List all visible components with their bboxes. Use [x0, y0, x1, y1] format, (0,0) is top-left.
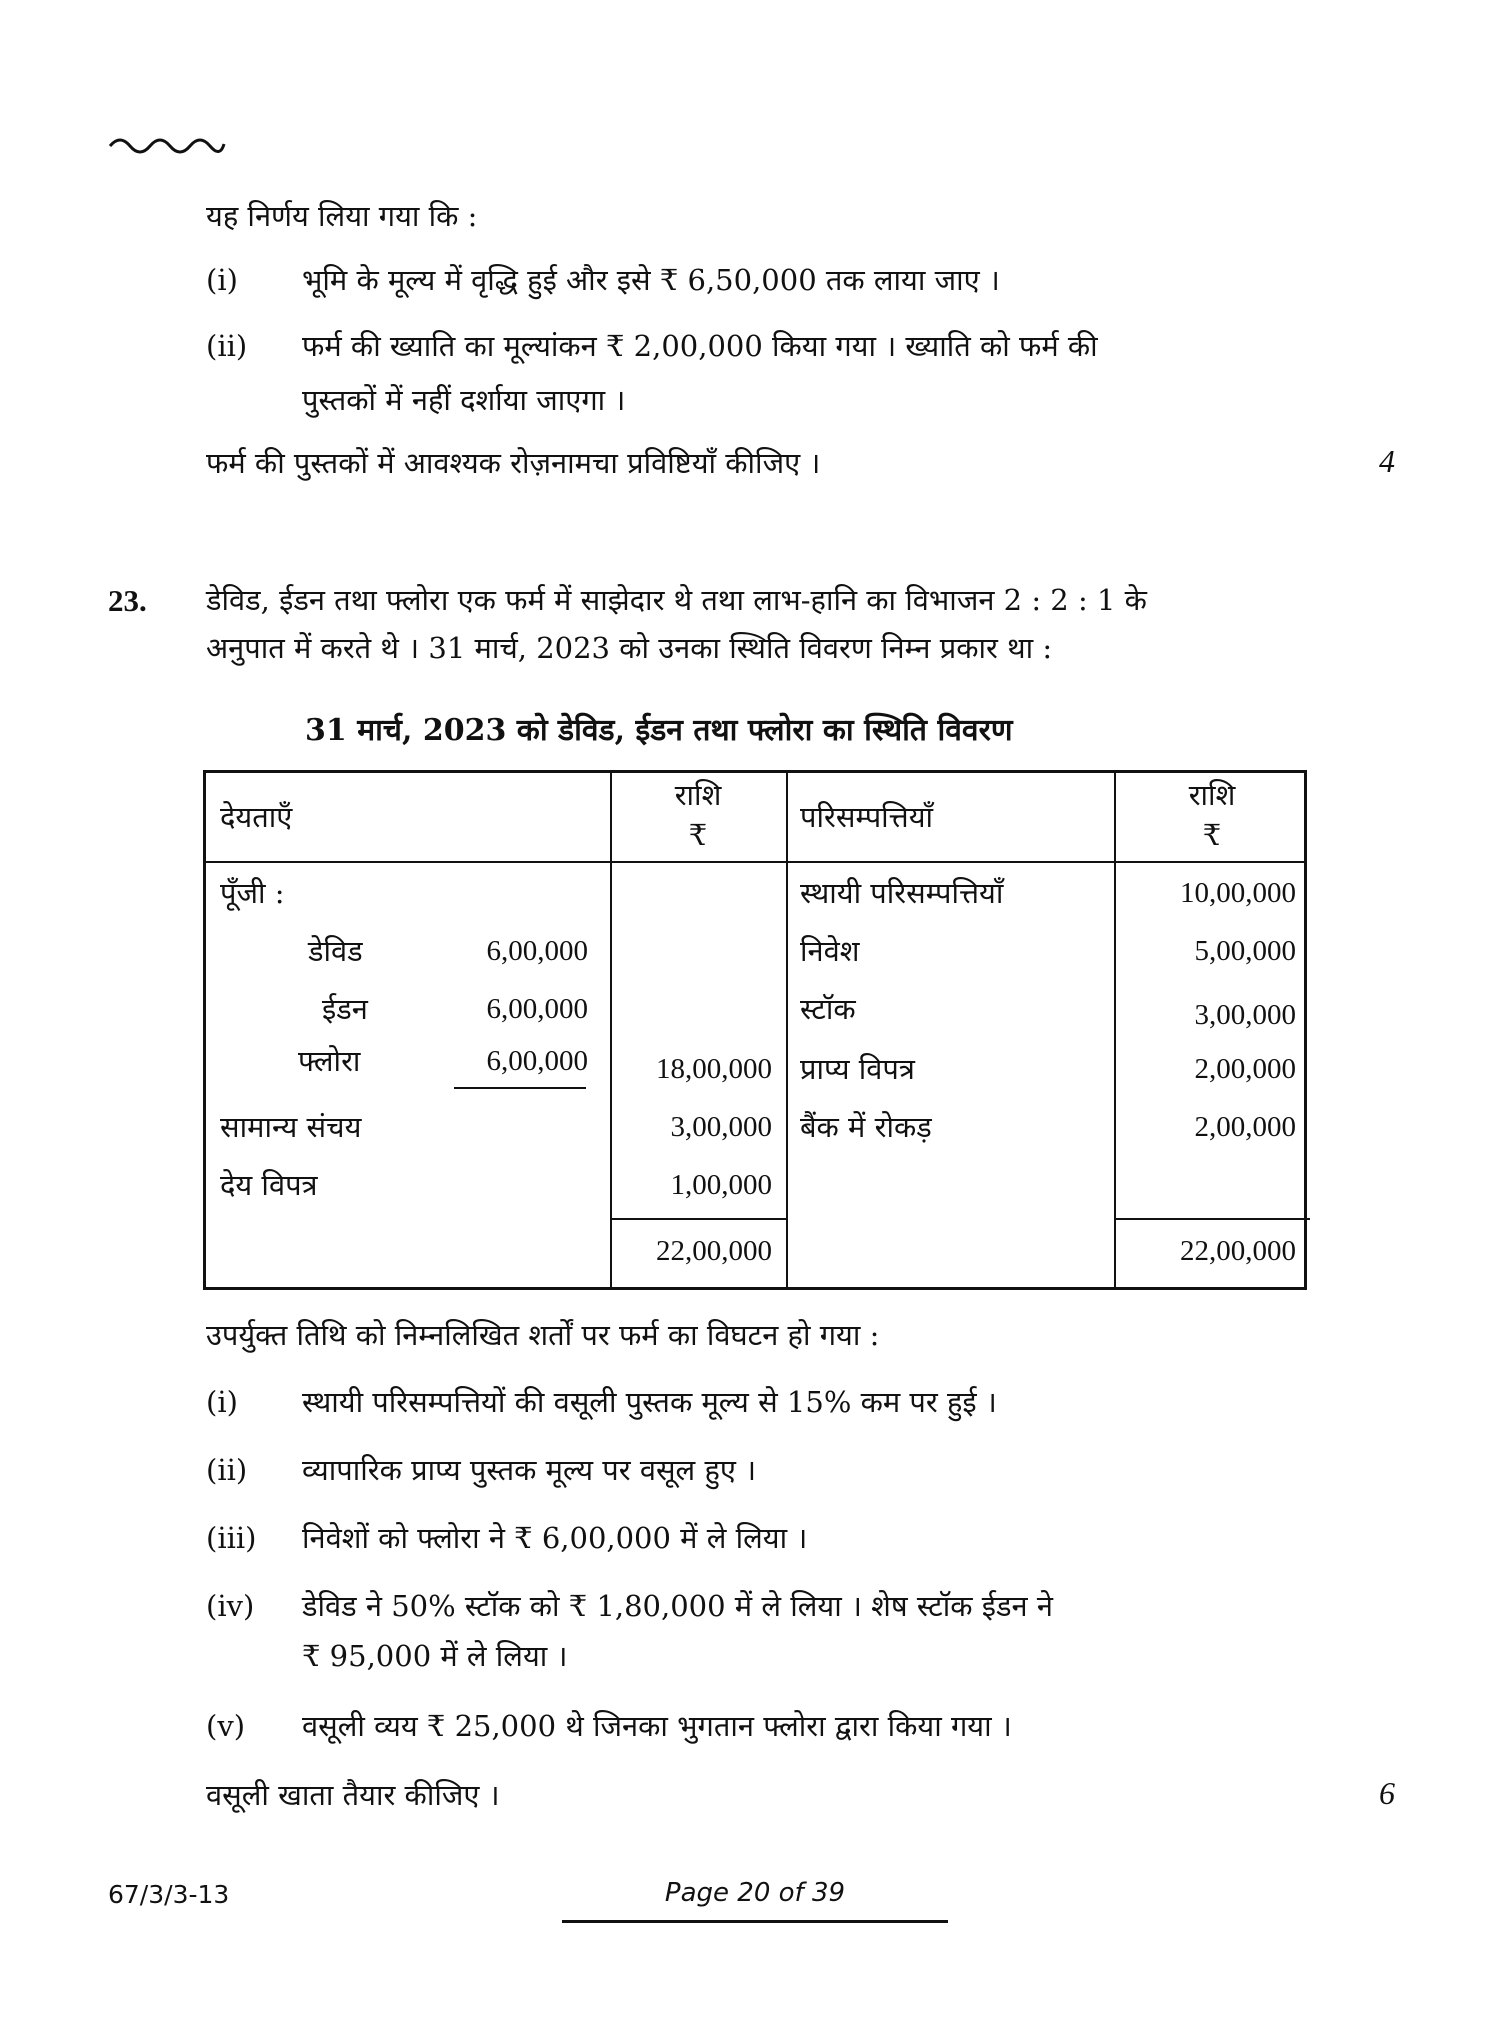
condition-number: (iv) [206, 1589, 255, 1623]
condition-text: डेविड ने 50% स्टॉक को ₹ 1,80,000 में ले लिया । शेष स्टॉक ईडन ने [302, 1589, 1053, 1623]
paper-code: 67/3/3-13 [108, 1880, 230, 1909]
q23-instruction: वसूली खाता तैयार कीजिए । [206, 1778, 500, 1812]
partner-capital: 6,00,000 [486, 935, 588, 967]
asset-label: बैंक में रोकड़ [800, 1110, 932, 1144]
decision-number: (i) [206, 263, 238, 297]
partner-name: फ्लोरा [298, 1044, 361, 1078]
header-liabilities: देयताएँ [220, 800, 293, 834]
wavy-mark-decoration [108, 132, 226, 160]
header-currency: ₹ [1202, 818, 1222, 852]
q22-marks: 4 [1379, 443, 1395, 479]
q23-marks: 6 [1379, 1775, 1395, 1811]
question-text: डेविड, ईडन तथा फ्लोरा एक फर्म में साझेदार थे तथा लाभ-हानि का विभाजन 2 : 2 : 1 के [206, 583, 1147, 617]
asset-amount: 10,00,000 [1180, 877, 1296, 909]
general-reserve-label: सामान्य संचय [220, 1110, 362, 1144]
condition-text: ₹ 95,000 में ले लिया । [302, 1639, 568, 1673]
bills-payable-amount: 1,00,000 [670, 1169, 772, 1201]
partner-capital: 6,00,000 [486, 993, 588, 1025]
decision-intro: यह निर्णय लिया गया कि : [206, 199, 478, 233]
asset-amount: 3,00,000 [1194, 999, 1296, 1031]
header-amount: राशि [674, 778, 722, 812]
decision-text: भूमि के मूल्य में वृद्धि हुई और इसे ₹ 6,50,000 तक लाया जाए । [302, 263, 1000, 297]
condition-number: (iii) [206, 1521, 257, 1555]
condition-text: व्यापारिक प्राप्य पुस्तक मूल्य पर वसूल हुए । [302, 1453, 757, 1487]
asset-amount: 5,00,000 [1194, 935, 1296, 967]
capital-label: पूँजी : [220, 876, 285, 910]
header-currency: ₹ [688, 818, 708, 852]
asset-amount: 2,00,000 [1194, 1111, 1296, 1143]
condition-text: वसूली व्यय ₹ 25,000 थे जिनका भुगतान फ्लोरा द्वारा किया गया । [302, 1709, 1012, 1743]
condition-text: स्थायी परिसम्पत्तियों की वसूली पुस्तक मूल्य से 15% कम पर हुई । [302, 1385, 997, 1419]
asset-amount: 2,00,000 [1194, 1053, 1296, 1085]
capital-total: 18,00,000 [656, 1053, 772, 1085]
condition-number: (i) [206, 1385, 238, 1419]
asset-label: निवेश [800, 934, 860, 968]
decision-number: (ii) [206, 329, 248, 363]
question-text: अनुपात में करते थे । 31 मार्च, 2023 को उनका स्थिति विवरण निम्न प्रकार था : [206, 631, 1053, 665]
asset-label: स्टॉक [800, 992, 856, 1026]
partner-capital: 6,00,000 [486, 1045, 588, 1077]
condition-number: (ii) [206, 1453, 248, 1487]
asset-label: प्राप्य विपत्र [800, 1052, 915, 1086]
bills-payable-label: देय विपत्र [220, 1168, 318, 1202]
header-assets: परिसम्पत्तियाँ [800, 800, 934, 834]
condition-number: (v) [206, 1709, 246, 1743]
partner-name: ईडन [322, 992, 368, 1026]
header-amount: राशि [1188, 778, 1236, 812]
question-number: 23. [108, 583, 147, 618]
assets-total: 22,00,000 [1180, 1235, 1296, 1267]
dissolution-intro: उपर्युक्त तिथि को निम्नलिखित शर्तों पर फर्म का विघटन हो गया : [206, 1318, 880, 1352]
footer-rule [562, 1920, 948, 1923]
table-title: 31 मार्च, 2023 को डेविड, ईडन तथा फ्लोरा का स्थिति विवरण [305, 713, 1013, 748]
decision-text: पुस्तकों में नहीं दर्शाया जाएगा । [302, 383, 626, 417]
decision-text: फर्म की ख्याति का मूल्यांकन ₹ 2,00,000 किया गया । ख्याति को फर्म की [302, 329, 1098, 363]
balance-sheet-table [203, 770, 1307, 1290]
page-number: Page 20 of 39 [664, 1878, 846, 1908]
partner-name: डेविड [308, 934, 363, 968]
q22-instruction: फर्म की पुस्तकों में आवश्यक रोज़नामचा प्रविष्टियाँ कीजिए । [206, 446, 821, 480]
liabilities-total: 22,00,000 [656, 1235, 772, 1267]
condition-text: निवेशों को फ्लोरा ने ₹ 6,00,000 में ले लिया । [302, 1521, 808, 1555]
general-reserve-amount: 3,00,000 [670, 1111, 772, 1143]
asset-label: स्थायी परिसम्पत्तियाँ [800, 876, 1004, 910]
